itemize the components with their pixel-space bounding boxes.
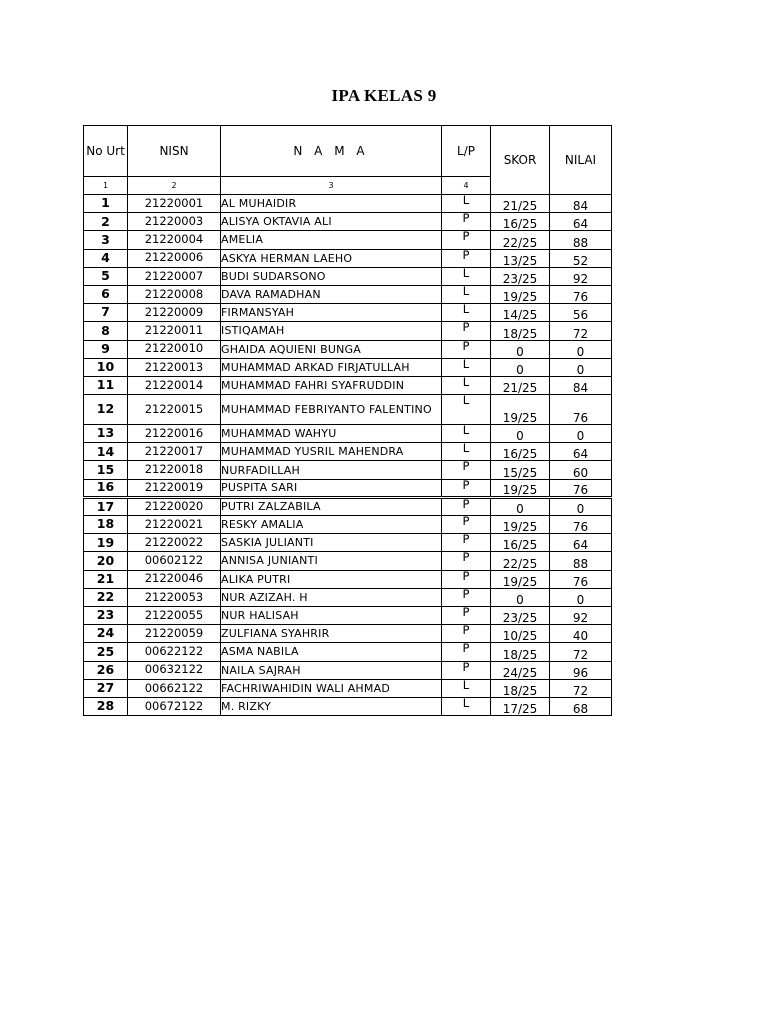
- row-skor: 19/25: [491, 479, 550, 497]
- row-nisn: 21220020: [128, 497, 221, 515]
- row-nilai: 72: [550, 322, 612, 340]
- row-name: MUHAMMAD WAHYU: [221, 425, 442, 443]
- row-gender: P: [442, 552, 491, 570]
- row-no: 24: [84, 625, 128, 643]
- row-gender: P: [442, 213, 491, 231]
- row-nisn: 21220013: [128, 358, 221, 376]
- row-skor: 16/25: [491, 443, 550, 461]
- row-name: SASKIA JULIANTI: [221, 534, 442, 552]
- column-number: 1: [84, 177, 128, 195]
- table-body: [84, 195, 612, 716]
- row-nilai: 60: [550, 461, 612, 479]
- table-row: [84, 516, 612, 534]
- row-gender: P: [442, 588, 491, 606]
- row-name: FACHRIWAHIDIN WALI AHMAD: [221, 679, 442, 697]
- row-skor: 0: [491, 358, 550, 376]
- row-no: 19: [84, 534, 128, 552]
- column-number: 4: [442, 177, 491, 195]
- row-no: 23: [84, 606, 128, 624]
- row-skor: 21/25: [491, 376, 550, 394]
- header-lp: L/P: [442, 126, 491, 177]
- row-gender: P: [442, 461, 491, 479]
- row-nisn: 21220015: [128, 395, 221, 425]
- row-no: 15: [84, 461, 128, 479]
- header-nilai: NILAI: [550, 126, 612, 195]
- table-row: [84, 358, 612, 376]
- row-skor: 15/25: [491, 461, 550, 479]
- row-gender: L: [442, 195, 491, 213]
- row-name: NUR HALISAH: [221, 606, 442, 624]
- row-gender: L: [442, 443, 491, 461]
- column-number: 3: [221, 177, 442, 195]
- row-gender: P: [442, 625, 491, 643]
- row-skor: 19/25: [491, 285, 550, 303]
- header-row: [84, 126, 612, 177]
- row-gender: P: [442, 516, 491, 534]
- row-nilai: 88: [550, 231, 612, 249]
- row-nisn: 21220017: [128, 443, 221, 461]
- row-nisn: 21220046: [128, 570, 221, 588]
- row-nilai: 72: [550, 643, 612, 661]
- row-nilai: 96: [550, 661, 612, 679]
- row-no: 6: [84, 285, 128, 303]
- row-nilai: 0: [550, 340, 612, 358]
- row-nisn: 21220006: [128, 249, 221, 267]
- row-nilai: 92: [550, 267, 612, 285]
- row-nisn: 21220008: [128, 285, 221, 303]
- row-gender: P: [442, 231, 491, 249]
- row-gender: P: [442, 340, 491, 358]
- row-skor: 17/25: [491, 697, 550, 715]
- table-row: [84, 340, 612, 358]
- row-no: 22: [84, 588, 128, 606]
- row-name: BUDI SUDARSONO: [221, 267, 442, 285]
- row-gender: L: [442, 285, 491, 303]
- row-skor: 14/25: [491, 304, 550, 322]
- table-row: [84, 249, 612, 267]
- row-nilai: 52: [550, 249, 612, 267]
- row-nilai: 0: [550, 425, 612, 443]
- header-nama: N A M A: [221, 126, 442, 177]
- row-nilai: 76: [550, 570, 612, 588]
- row-gender: L: [442, 425, 491, 443]
- row-gender: P: [442, 570, 491, 588]
- row-no: 4: [84, 249, 128, 267]
- row-nisn: 21220018: [128, 461, 221, 479]
- row-name: ALISYA OKTAVIA ALI: [221, 213, 442, 231]
- row-nilai: 64: [550, 213, 612, 231]
- row-skor: 19/25: [491, 516, 550, 534]
- row-no: 11: [84, 376, 128, 394]
- row-nisn: 21220001: [128, 195, 221, 213]
- row-name: NURFADILLAH: [221, 461, 442, 479]
- row-no: 12: [84, 395, 128, 425]
- row-skor: 23/25: [491, 606, 550, 624]
- row-skor: 0: [491, 497, 550, 515]
- table-row: [84, 395, 612, 425]
- header-no-urt: No Urt: [84, 126, 128, 177]
- table-row: [84, 479, 612, 497]
- table-row: [84, 213, 612, 231]
- row-nisn: 00672122: [128, 697, 221, 715]
- row-gender: P: [442, 606, 491, 624]
- table-row: [84, 661, 612, 679]
- row-nisn: 21220014: [128, 376, 221, 394]
- row-gender: L: [442, 697, 491, 715]
- row-name: MUHAMMAD ARKAD FIRJATULLAH: [221, 358, 442, 376]
- row-name: AMELIA: [221, 231, 442, 249]
- table-row: [84, 679, 612, 697]
- table-row: [84, 625, 612, 643]
- row-nisn: 21220011: [128, 322, 221, 340]
- row-nisn: 00622122: [128, 643, 221, 661]
- row-no: 27: [84, 679, 128, 697]
- row-skor: 22/25: [491, 231, 550, 249]
- column-number: 2: [128, 177, 221, 195]
- row-nisn: 00632122: [128, 661, 221, 679]
- row-gender: L: [442, 376, 491, 394]
- row-no: 21: [84, 570, 128, 588]
- row-gender: L: [442, 395, 491, 425]
- table-row: [84, 231, 612, 249]
- row-no: 1: [84, 195, 128, 213]
- row-nilai: 0: [550, 588, 612, 606]
- row-nilai: 76: [550, 395, 612, 425]
- row-gender: P: [442, 249, 491, 267]
- row-name: M. RIZKY: [221, 697, 442, 715]
- row-skor: 23/25: [491, 267, 550, 285]
- row-skor: 21/25: [491, 195, 550, 213]
- row-name: DAVA RAMADHAN: [221, 285, 442, 303]
- row-name: ASMA NABILA: [221, 643, 442, 661]
- row-no: 7: [84, 304, 128, 322]
- row-skor: 16/25: [491, 534, 550, 552]
- row-nisn: 21220059: [128, 625, 221, 643]
- table-row: [84, 267, 612, 285]
- row-no: 10: [84, 358, 128, 376]
- row-nilai: 72: [550, 679, 612, 697]
- row-no: 5: [84, 267, 128, 285]
- row-nisn: 21220019: [128, 479, 221, 497]
- row-nilai: 56: [550, 304, 612, 322]
- row-name: ZULFIANA SYAHRIR: [221, 625, 442, 643]
- row-no: 8: [84, 322, 128, 340]
- row-nilai: 68: [550, 697, 612, 715]
- row-skor: 0: [491, 425, 550, 443]
- row-nilai: 88: [550, 552, 612, 570]
- row-skor: 0: [491, 340, 550, 358]
- row-skor: 24/25: [491, 661, 550, 679]
- table-row: [84, 497, 612, 515]
- row-name: NAILA SAJRAH: [221, 661, 442, 679]
- row-gender: L: [442, 304, 491, 322]
- row-name: MUHAMMAD YUSRIL MAHENDRA: [221, 443, 442, 461]
- row-no: 14: [84, 443, 128, 461]
- row-nisn: 21220009: [128, 304, 221, 322]
- row-name: ANNISA JUNIANTI: [221, 552, 442, 570]
- row-no: 18: [84, 516, 128, 534]
- row-name: ASKYA HERMAN LAEHO: [221, 249, 442, 267]
- row-no: 9: [84, 340, 128, 358]
- row-skor: 16/25: [491, 213, 550, 231]
- row-name: RESKY AMALIA: [221, 516, 442, 534]
- row-nilai: 64: [550, 534, 612, 552]
- row-nisn: 21220022: [128, 534, 221, 552]
- table-row: [84, 588, 612, 606]
- row-skor: 19/25: [491, 395, 550, 425]
- row-skor: 13/25: [491, 249, 550, 267]
- row-name: MUHAMMAD FEBRIYANTO FALENTINO: [221, 395, 442, 425]
- row-no: 25: [84, 643, 128, 661]
- row-nilai: 64: [550, 443, 612, 461]
- table-row: [84, 461, 612, 479]
- row-skor: 19/25: [491, 570, 550, 588]
- row-nisn: 21220016: [128, 425, 221, 443]
- row-no: 28: [84, 697, 128, 715]
- row-nilai: 92: [550, 606, 612, 624]
- row-nilai: 76: [550, 285, 612, 303]
- row-gender: P: [442, 534, 491, 552]
- table-row: [84, 606, 612, 624]
- row-nilai: 76: [550, 516, 612, 534]
- row-nilai: 84: [550, 376, 612, 394]
- row-name: PUTRI ZALZABILA: [221, 497, 442, 515]
- row-nisn: 21220003: [128, 213, 221, 231]
- table-row: [84, 697, 612, 715]
- row-nisn: 21220007: [128, 267, 221, 285]
- row-no: 17: [84, 497, 128, 515]
- row-skor: 18/25: [491, 322, 550, 340]
- row-nilai: 0: [550, 358, 612, 376]
- row-skor: 10/25: [491, 625, 550, 643]
- table-row: [84, 304, 612, 322]
- row-gender: P: [442, 479, 491, 497]
- page-title: IPA KELAS 9: [331, 86, 437, 105]
- row-name: MUHAMMAD FAHRI SYAFRUDDIN: [221, 376, 442, 394]
- table-row: [84, 425, 612, 443]
- row-skor: 18/25: [491, 643, 550, 661]
- row-no: 13: [84, 425, 128, 443]
- table-row: [84, 376, 612, 394]
- row-no: 2: [84, 213, 128, 231]
- row-name: NUR AZIZAH. H: [221, 588, 442, 606]
- row-no: 3: [84, 231, 128, 249]
- header-nisn: NISN: [128, 126, 221, 177]
- row-name: ALIKA PUTRI: [221, 570, 442, 588]
- row-nilai: 40: [550, 625, 612, 643]
- table-row: [84, 285, 612, 303]
- row-nisn: 00662122: [128, 679, 221, 697]
- row-gender: L: [442, 358, 491, 376]
- row-nisn: 21220021: [128, 516, 221, 534]
- row-name: GHAIDA AQUIENI BUNGA: [221, 340, 442, 358]
- row-nisn: 00602122: [128, 552, 221, 570]
- row-no: 16: [84, 479, 128, 497]
- table-row: [84, 443, 612, 461]
- row-no: 20: [84, 552, 128, 570]
- row-skor: 18/25: [491, 679, 550, 697]
- grades-table: [83, 125, 612, 716]
- row-gender: P: [442, 643, 491, 661]
- row-nilai: 0: [550, 497, 612, 515]
- row-name: PUSPITA SARI: [221, 479, 442, 497]
- row-name: AL MUHAIDIR: [221, 195, 442, 213]
- row-gender: L: [442, 679, 491, 697]
- table-row: [84, 322, 612, 340]
- row-no: 26: [84, 661, 128, 679]
- row-nilai: 76: [550, 479, 612, 497]
- row-nisn: 21220004: [128, 231, 221, 249]
- row-skor: 0: [491, 588, 550, 606]
- row-name: FIRMANSYAH: [221, 304, 442, 322]
- row-nilai: 84: [550, 195, 612, 213]
- row-gender: P: [442, 497, 491, 515]
- table-row: [84, 195, 612, 213]
- row-gender: L: [442, 267, 491, 285]
- row-skor: 22/25: [491, 552, 550, 570]
- row-nisn: 21220053: [128, 588, 221, 606]
- row-gender: P: [442, 661, 491, 679]
- header-skor: SKOR: [491, 126, 550, 195]
- table-row: [84, 643, 612, 661]
- row-name: ISTIQAMAH: [221, 322, 442, 340]
- row-gender: P: [442, 322, 491, 340]
- table-row: [84, 552, 612, 570]
- table-row: [84, 534, 612, 552]
- table-row: [84, 570, 612, 588]
- row-nisn: 21220055: [128, 606, 221, 624]
- row-nisn: 21220010: [128, 340, 221, 358]
